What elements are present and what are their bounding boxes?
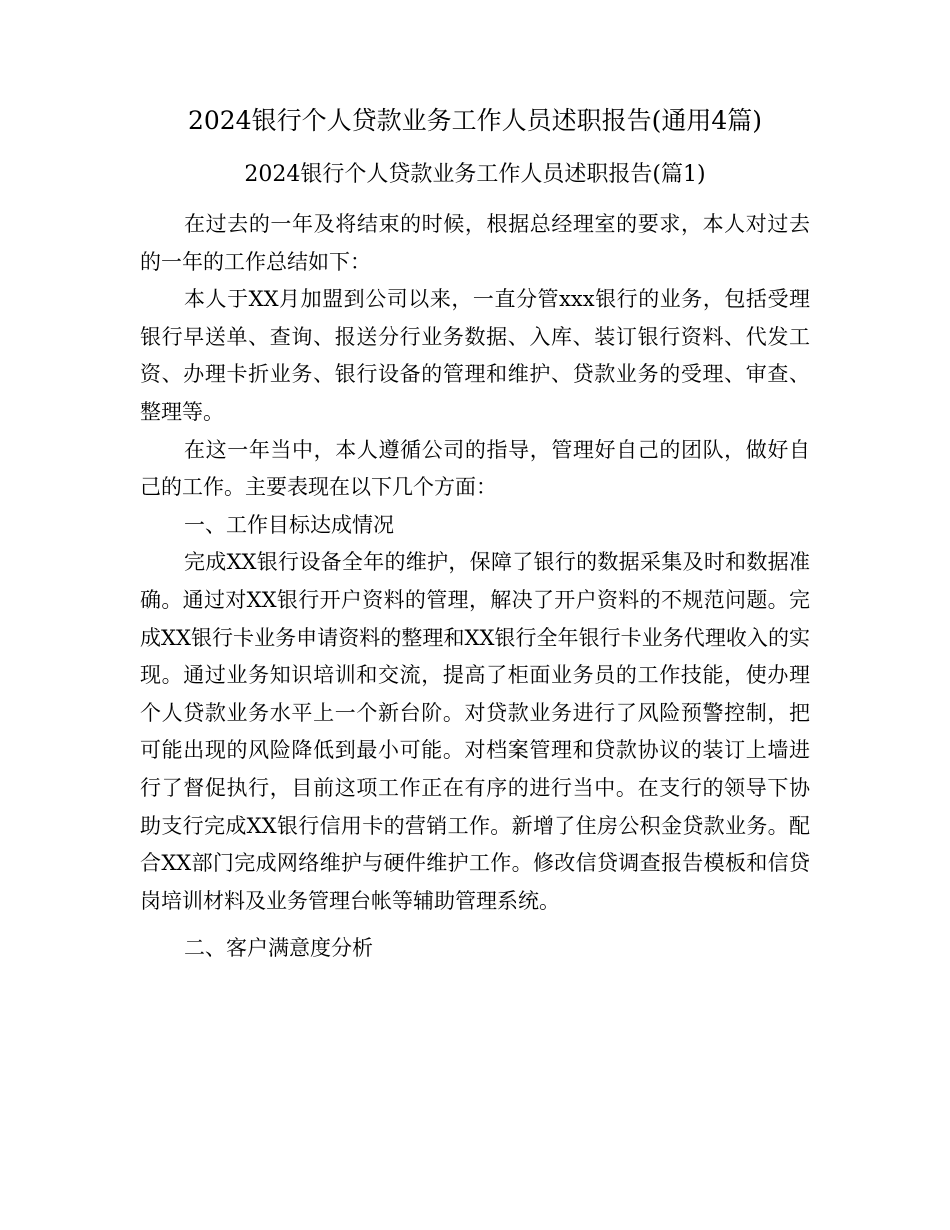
paragraph-duties: 本人于XX月加盟到公司以来，一直分管xxx银行的业务，包括受理银行早送单、查询、报送分行业务数据、入库、装订银行资料、代发工资、办理卡折业务、银行设备的管理和维护、贷款业务的受理、审查、整理等。	[140, 287, 810, 424]
document-subtitle: 2024银行个人贷款业务工作人员述职报告(篇1)	[244, 162, 706, 187]
paragraph-intro: 在过去的一年及将结束的时候，根据总经理室的要求，本人对过去的一年的工作总结如下：	[140, 212, 810, 274]
section-heading-satisfaction: 二、客户满意度分析	[184, 936, 373, 961]
paragraph-summary: 在这一年当中，本人遵循公司的指导，管理好自己的团队，做好自己的工作。主要表现在以下几个方面：	[140, 437, 810, 500]
document-body	[140, 206, 810, 968]
document-title: 2024银行个人贷款业务工作人员述职报告(通用4篇)	[187, 106, 763, 135]
section-heading-goals: 一、工作目标达成情况	[184, 512, 394, 537]
paragraph-goals: 完成XX银行设备全年的维护，保障了银行的数据采集及时和数据准确。通过对XX银行开户资料的管理，解决了开户资料的不规范问题。完成XX银行卡业务申请资料的整理和XX银行全年银行卡业务代理收入的实现。通过业务知识培训和交流，提高了柜面业务员的工作技能，使办理个人贷款业务水平上一个新台阶。对贷款业务进行了风险预警控制，把可能出现的风险降低到最小可能。对档案管理和贷款协议的装订上墙进行了督促执行，目前这项工作正在有序的进行当中。在支行的领导下协助支行完成XX银行信用卡的营销工作。新增了住房公积金贷款业务。配合XX部门完成网络维护与硬件维护工作。修改信贷调查报告模板和信贷岗培训材料及业务管理台帐等辅助管理系统。	[140, 550, 810, 913]
